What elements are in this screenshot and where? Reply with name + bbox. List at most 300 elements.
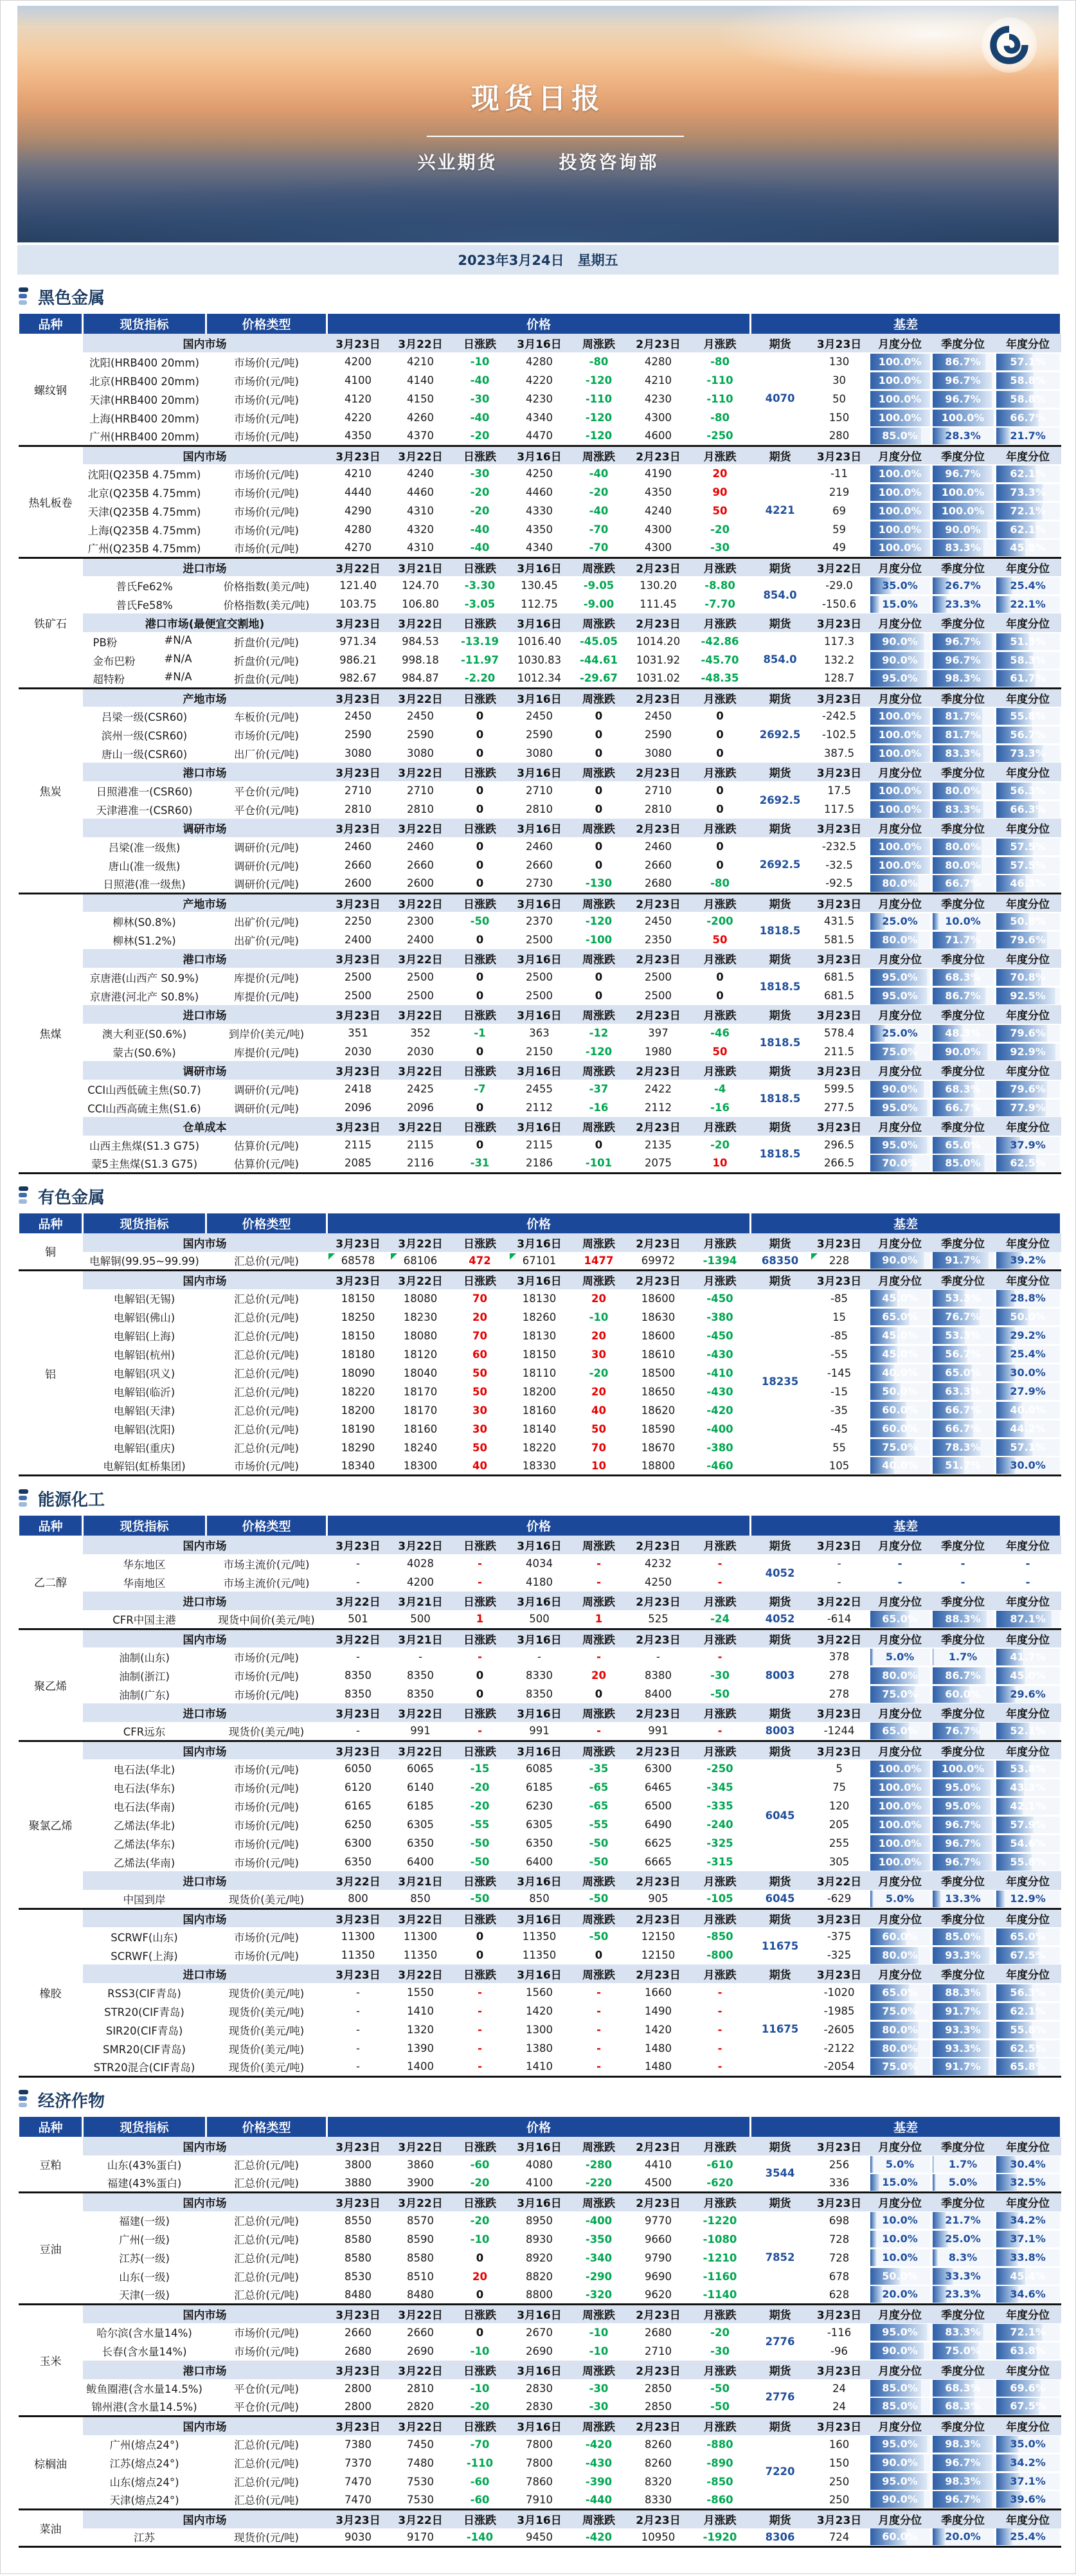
percentile-cell [869, 1890, 931, 1909]
date-header-cell: 3月16日 [508, 2510, 571, 2528]
percentile-cell [869, 1946, 931, 1964]
change-cell: 1 [476, 1613, 484, 1626]
change-cell: -80 [710, 877, 730, 890]
percentile-cell [869, 2267, 931, 2286]
basis-cell: 15 [832, 1311, 847, 1323]
date-header-cell: 3月23日 [327, 1703, 390, 1722]
change-cell: 50 [472, 1366, 487, 1379]
market-subheader-row [19, 2417, 1061, 2435]
market-label-cell: 国内市场 [83, 2305, 327, 2323]
market-label-cell: 调研市场 [83, 1061, 327, 1080]
date-header-cell: 月涨跌 [690, 334, 751, 352]
basis-cell: 581.5 [823, 934, 855, 946]
percentile-bar: 80.0% [870, 2022, 930, 2038]
table-row [19, 2398, 1061, 2417]
date-header-cell: 周涨跌 [571, 1592, 627, 1610]
price-type-cell: 汇总价(元/吨) [234, 2253, 299, 2265]
percentile-cell [869, 632, 931, 651]
indicator-cell: 澳大利亚(S0.6%) [102, 1028, 187, 1040]
price-type-cell: 现货价(美元/吨) [228, 2043, 305, 2056]
price-cell: 18150 [341, 1292, 375, 1305]
price-cell: 8930 [526, 2233, 553, 2245]
percentile-bar: 50.0% [870, 1383, 930, 1400]
price-cell: 8480 [407, 2288, 434, 2301]
date-header-cell: 日涨跌 [452, 446, 508, 464]
price-cell: 2115 [526, 1139, 553, 1151]
price-type-cell: 市场价(元/吨) [234, 1460, 299, 1473]
basis-date-header-cell: 3月23日 [810, 1271, 869, 1289]
date-header-cell: 月涨跌 [690, 949, 751, 968]
indicator-cell: 吕梁一级(CSR60) [101, 711, 188, 723]
basis-cell: 280 [829, 430, 850, 442]
percentile-cell [869, 1327, 931, 1345]
change-cell: -220 [585, 2176, 613, 2189]
change-cell: - [717, 1725, 722, 1737]
percentile-bar: 15.0% [870, 596, 930, 613]
futures-cell: 1818.5 [759, 924, 801, 937]
percentile-cell [931, 1420, 995, 1438]
price-cell: 1031.92 [636, 654, 681, 666]
pct-year-header-cell: 年度分位 [995, 1629, 1061, 1647]
percentile-bar: 70.8% [996, 969, 1060, 986]
pct-year-header-cell: 年度分位 [995, 613, 1061, 632]
price-type-cell: 市场价(元/吨) [234, 1651, 299, 1664]
price-cell: 2112 [526, 1102, 553, 1114]
futures-header-cell: 期货 [751, 1964, 810, 1983]
percentile-cell [931, 1308, 995, 1327]
price-type-cell: 市场价(元/吨) [234, 468, 299, 481]
change-cell: - [478, 1557, 482, 1570]
price-cell: 4290 [345, 505, 372, 517]
percentile-cell [931, 1401, 995, 1420]
table-header-row [19, 1213, 1061, 1233]
percentile-bar: 73.3% [996, 484, 1060, 501]
change-cell: -850 [706, 1930, 733, 1943]
table-row [19, 520, 1061, 539]
change-cell: 0 [595, 971, 603, 983]
percentile-cell [931, 632, 995, 651]
price-cell: 991 [529, 1725, 550, 1737]
table-row [19, 781, 1061, 800]
change-cell: -20 [470, 2400, 490, 2413]
percentile-cell [995, 1457, 1061, 1476]
date-header-cell: 月涨跌 [690, 2510, 751, 2528]
price-cell: 4440 [345, 486, 372, 498]
percentile-cell [995, 2454, 1061, 2472]
basis-cell: 678 [829, 2270, 850, 2283]
percentile-cell [869, 1759, 931, 1778]
price-cell: 4330 [526, 505, 553, 517]
date-header-cell: 2月23日 [627, 949, 690, 968]
price-cell: 2660 [526, 859, 553, 871]
futures-header-cell: 期货 [751, 1061, 810, 1080]
price-cell: 4300 [645, 523, 672, 536]
pct-month-header-cell: 月度分位 [869, 2361, 931, 2379]
change-cell: 0 [476, 1949, 484, 1961]
table-row [19, 464, 1061, 483]
market-label-cell: 国内市场 [83, 2510, 327, 2528]
percentile-bar: 85.0% [870, 2380, 930, 2397]
date-header-cell: 日涨跌 [452, 1592, 508, 1610]
variety-header-cell: 品种 [19, 1213, 83, 1233]
pct-month-header-cell: 月度分位 [869, 334, 931, 352]
basis-cell: 150 [829, 412, 850, 424]
pct-month-header-cell: 月度分位 [869, 1909, 931, 1927]
indicator-cell: 天津(HRB400 20mm) [89, 394, 199, 406]
price-cell: 500 [410, 1613, 431, 1626]
percentile-cell [869, 1554, 931, 1573]
percentile-bar: 80.0% [870, 875, 930, 892]
percentile-bar: 53.3% [933, 1290, 994, 1307]
percentile-cell [869, 1401, 931, 1420]
price-cell: 363 [529, 1027, 550, 1039]
basis-cell: -150.6 [821, 598, 857, 610]
date-header-cell: 日涨跌 [452, 1741, 508, 1759]
date-header-cell: 周涨跌 [571, 1741, 627, 1759]
basis-date-header-cell: 3月22日 [810, 1592, 869, 1610]
price-cell: 103.75 [339, 598, 377, 610]
date-header-cell: 3月22日 [390, 1005, 452, 1024]
change-cell: - [596, 2042, 601, 2054]
price-cell: 18180 [341, 1348, 375, 1361]
date-header-cell: 3月22日 [390, 1909, 452, 1927]
change-cell: -40 [470, 523, 490, 536]
percentile-bar: 55.8% [996, 708, 1060, 725]
price-type-cell: 汇总价(元/吨) [234, 1386, 299, 1399]
price-cell: 2590 [407, 729, 434, 741]
percentile-cell [869, 595, 931, 613]
price-cell: 2455 [526, 1083, 553, 1095]
change-cell: - [478, 1651, 482, 1663]
percentile-bar: 1.7% [933, 1649, 994, 1665]
percentile-cell [995, 1647, 1061, 1666]
percentile-cell [931, 1573, 995, 1592]
price-cell: 8580 [407, 2251, 434, 2264]
date-header-cell: 3月21日 [390, 1629, 452, 1647]
table-row [19, 2020, 1061, 2039]
basis-cell: 578.4 [823, 1027, 855, 1039]
date-header-cell: 周涨跌 [571, 763, 627, 781]
percentile-cell [931, 1853, 995, 1871]
price-type-cell: 价格指数(美元/吨) [223, 599, 310, 612]
price-type-cell: 汇总价(元/吨) [234, 2159, 299, 2172]
market-label-cell: 国内市场 [83, 1741, 327, 1759]
percentile-bar: 42.1% [996, 1798, 1060, 1815]
change-cell: - [478, 2024, 482, 2036]
price-cell: 984.87 [402, 672, 439, 685]
price-cell: 18160 [522, 1404, 557, 1417]
date-header-cell: 3月23日 [327, 1909, 390, 1927]
variety-cell: 菜油 [19, 2510, 83, 2547]
market-subheader-row [19, 1061, 1061, 1080]
price-cell: 1550 [407, 1986, 434, 1999]
basis-date-header-cell: 3月23日 [810, 1233, 869, 1252]
price-type-cell: 库提价(元/吨) [234, 1046, 299, 1059]
pct-month-header-cell: 月度分位 [869, 1233, 931, 1252]
table-row [19, 1289, 1061, 1308]
price-cell: 2150 [526, 1046, 553, 1058]
date-header-cell: 月涨跌 [690, 1703, 751, 1722]
percentile-bar: 72.1% [996, 503, 1060, 520]
percentile-bar: 85.0% [933, 1155, 994, 1172]
market-subheader-row [19, 558, 1061, 576]
price-cell: 6500 [645, 1800, 672, 1812]
percentile-bar: 65.0% [870, 1611, 930, 1628]
date-header-cell: 3月22日 [390, 2417, 452, 2435]
futures-cell: 4052 [765, 1613, 795, 1626]
change-cell: -46 [710, 1027, 730, 1039]
price-cell: - [356, 1986, 360, 1999]
percentile-cell [995, 651, 1061, 669]
percentile-bar: 95.0% [870, 2436, 930, 2453]
market-subheader-row [19, 1871, 1061, 1890]
percentile-cell [869, 1308, 931, 1327]
price-cell: 2710 [345, 785, 372, 797]
percentile-cell [931, 875, 995, 893]
pct-quarter-header-cell: 季度分位 [931, 2361, 995, 2379]
price-cell: 2500 [526, 934, 553, 946]
date-header-cell: 3月22日 [327, 1592, 390, 1610]
price-type-cell: 现货中间价(美元/吨) [218, 1613, 315, 1626]
section-bullet-icon [19, 2090, 30, 2109]
pct-month-header-cell: 月度分位 [869, 763, 931, 781]
percentile-cell [995, 576, 1061, 595]
percentile-cell [995, 595, 1061, 613]
change-cell: -65 [589, 1800, 609, 1812]
percentile-cell [995, 2155, 1061, 2174]
change-cell: 0 [476, 1102, 484, 1114]
price-cell: 8350 [407, 1688, 434, 1700]
date-header-cell: 3月22日 [390, 1233, 452, 1252]
price-cell: 4280 [645, 356, 672, 368]
percentile-cell [995, 1554, 1061, 1573]
price-cell: 4230 [645, 393, 672, 405]
basis-date-header-cell: 3月23日 [810, 949, 869, 968]
price-cell: 4250 [526, 467, 553, 480]
change-cell: 0 [476, 1046, 484, 1058]
price-cell: 9690 [645, 2270, 672, 2283]
percentile-cell [869, 352, 931, 371]
pct-year-header-cell: 年度分位 [995, 1741, 1061, 1759]
table-header-row [19, 314, 1061, 334]
price-type-cell: 市场价(元/吨) [234, 729, 299, 742]
futures-header-cell: 期货 [751, 2361, 810, 2379]
section-title [19, 2088, 1059, 2112]
percentile-cell [995, 2323, 1061, 2342]
percentile-cell [869, 669, 931, 688]
price-cell: 18110 [522, 1366, 557, 1379]
percentile-bar: 60.0% [870, 1928, 930, 1945]
section-table [17, 1213, 1062, 1477]
price-cell: 18600 [641, 1329, 676, 1342]
price-cell: 2450 [407, 710, 434, 722]
percentile-bar: 100.0% [870, 503, 930, 520]
change-cell: -13.19 [460, 635, 499, 648]
price-cell: - [356, 1576, 360, 1588]
percentile-cell [995, 1438, 1061, 1457]
date-header-cell: 周涨跌 [571, 2193, 627, 2211]
price-cell: 4100 [345, 374, 372, 386]
table-row [19, 1759, 1061, 1778]
price-cell: 4280 [526, 356, 553, 368]
futures-cell: 854.0 [763, 588, 797, 601]
percentile-cell [931, 1098, 995, 1117]
percentile-bar: 66.7% [933, 1100, 994, 1116]
variety-cell: 玉米 [19, 2305, 83, 2417]
percentile-bar: 93.3% [933, 2022, 994, 2038]
percentile-bar: 62.1% [996, 466, 1060, 482]
basis-date-header-cell: 3月23日 [810, 819, 869, 837]
percentile-cell [869, 1154, 931, 1173]
percentile-bar: 96.7% [933, 1835, 994, 1852]
price-cell: 991 [648, 1725, 668, 1737]
percentile-cell [869, 968, 931, 986]
variety-cell: 焦煤 [19, 893, 83, 1173]
price-cell: 9770 [645, 2214, 672, 2227]
percentile-bar: 43.3% [996, 1779, 1060, 1796]
percentile-bar: 67.5% [996, 1947, 1060, 1964]
price-cell: 8950 [526, 2214, 553, 2227]
date-header-cell: 月涨跌 [690, 1233, 751, 1252]
percentile-bar: 25.4% [996, 577, 1060, 594]
price-type-cell: 出厂价(元/吨) [234, 748, 299, 761]
percentile-bar: 53.3% [933, 1327, 994, 1344]
price-cell: 4140 [407, 374, 434, 386]
variety-cell: 铁矿石 [19, 558, 83, 688]
basis-cell: 160 [829, 2438, 850, 2451]
basis-cell: 681.5 [823, 971, 855, 983]
basis-cell: -32.5 [825, 859, 853, 871]
price-type-cell: 库提价(元/吨) [234, 990, 299, 1003]
percentile-cell [995, 1834, 1061, 1853]
price-cell: 2680 [345, 2345, 372, 2357]
date-header-cell: 周涨跌 [571, 558, 627, 576]
price-cell: 3800 [345, 2158, 372, 2171]
price-cell: 991 [410, 1725, 431, 1737]
basis-cell: 219 [829, 486, 850, 498]
percentile-bar: 98.3% [933, 2436, 994, 2453]
change-cell: -20 [470, 1800, 490, 1812]
price-cell: 4150 [407, 393, 434, 405]
percentile-bar: 58.3% [996, 652, 1060, 669]
indicator-cell: 天津港准一(CSR60) [96, 804, 193, 817]
price-cell: 9030 [345, 2530, 372, 2543]
percentile-cell [931, 2002, 995, 2020]
price-cell: 998.18 [402, 654, 439, 666]
percentile-bar: 45.0% [870, 1346, 930, 1363]
basis-cell: -2122 [823, 2042, 855, 2054]
change-cell: - [478, 2005, 482, 2017]
date-header-cell: 3月22日 [390, 1061, 452, 1080]
table-row [19, 875, 1061, 893]
change-cell: -35 [589, 1763, 609, 1775]
change-cell: 0 [595, 785, 603, 797]
indicator-cell: 乙烯法(华南) [113, 1856, 175, 1869]
basis-date-header-cell: 3月23日 [810, 1909, 869, 1927]
percentile-cell [931, 483, 995, 502]
futures-cell: 18235 [761, 1375, 799, 1388]
basis-cell: 24 [832, 2400, 847, 2413]
price-cell: 1410 [526, 2060, 553, 2073]
percentile-cell [931, 2398, 995, 2417]
indicator-header-cell: 现货指标 [83, 1213, 206, 1233]
price-cell: 2460 [526, 840, 553, 853]
date-header-cell: 月涨跌 [690, 688, 751, 707]
date-header-cell: 3月23日 [327, 1233, 390, 1252]
indicator-cell: SCRWF(上海) [111, 1950, 178, 1963]
pct-year-header-cell: 年度分位 [995, 763, 1061, 781]
date-header-cell: 日涨跌 [452, 2361, 508, 2379]
change-cell: -7 [474, 1083, 486, 1095]
page-title: 现货日报 [471, 82, 605, 115]
price-cell: 1380 [526, 2042, 553, 2054]
date-header-cell: 月涨跌 [690, 1061, 751, 1080]
percentile-cell [869, 2039, 931, 2058]
price-cell: 984.53 [402, 635, 439, 648]
percentile-cell [995, 2211, 1061, 2230]
percentile-cell [995, 1252, 1061, 1271]
price-cell: 3080 [645, 747, 672, 759]
percentile-bar: 51.7% [933, 1457, 994, 1474]
price-cell: 4350 [526, 523, 553, 536]
pct-year-header-cell: 年度分位 [995, 2137, 1061, 2155]
table-row [19, 1647, 1061, 1666]
price-cell: 2810 [645, 803, 672, 815]
change-cell: -120 [585, 374, 613, 386]
futures-header-cell: 期货 [751, 949, 810, 968]
percentile-cell [869, 1666, 931, 1685]
percentile-bar: 50.8% [996, 913, 1060, 930]
basis-cell: -35 [830, 1404, 848, 1417]
basis-cell: 24 [832, 2382, 847, 2395]
price-cell: 500 [529, 1613, 550, 1626]
table-row [19, 669, 1061, 688]
futures-cell: 2692.5 [759, 858, 801, 871]
change-cell: -20 [710, 1139, 730, 1151]
table-row [19, 2379, 1061, 2398]
date-header-cell: 3月16日 [508, 1061, 571, 1080]
price-cell: 7470 [345, 2493, 372, 2506]
date-header-cell: 3月22日 [390, 1536, 452, 1554]
table-row [19, 1722, 1061, 1741]
percentile-bar: 96.7% [933, 633, 994, 650]
indicator-cell: 电石法(华南) [113, 1800, 175, 1813]
basis-date-header-cell: 3月23日 [810, 2137, 869, 2155]
futures-header-cell: 期货 [751, 613, 810, 632]
table-row [19, 1364, 1061, 1383]
table-row [19, 539, 1061, 558]
price-cell: 4200 [345, 356, 372, 368]
percentile-cell [995, 2230, 1061, 2249]
percentile-cell [869, 2211, 931, 2230]
change-cell: - [478, 1576, 482, 1588]
date-header-cell: 3月23日 [327, 334, 390, 352]
percentile-bar: 37.9% [996, 1137, 1060, 1154]
percentile-bar: 75.0% [870, 2058, 930, 2075]
price-type-cell: 现货价(美元/吨) [228, 1987, 305, 2000]
basis-cell: 724 [829, 2530, 850, 2543]
change-cell: -11.97 [460, 654, 499, 666]
percentile-bar: 85.0% [870, 428, 930, 444]
date-header-cell: 3月16日 [508, 1909, 571, 1927]
percentile-cell [869, 427, 931, 446]
percentile-bar: 33.3% [933, 2268, 994, 2285]
percentile-cell [995, 483, 1061, 502]
basis-date-header-cell: 3月23日 [810, 334, 869, 352]
date-header-cell: 3月22日 [390, 446, 452, 464]
price-cell: 2730 [526, 877, 553, 890]
price-type-cell: 市场价(元/吨) [234, 1800, 299, 1813]
